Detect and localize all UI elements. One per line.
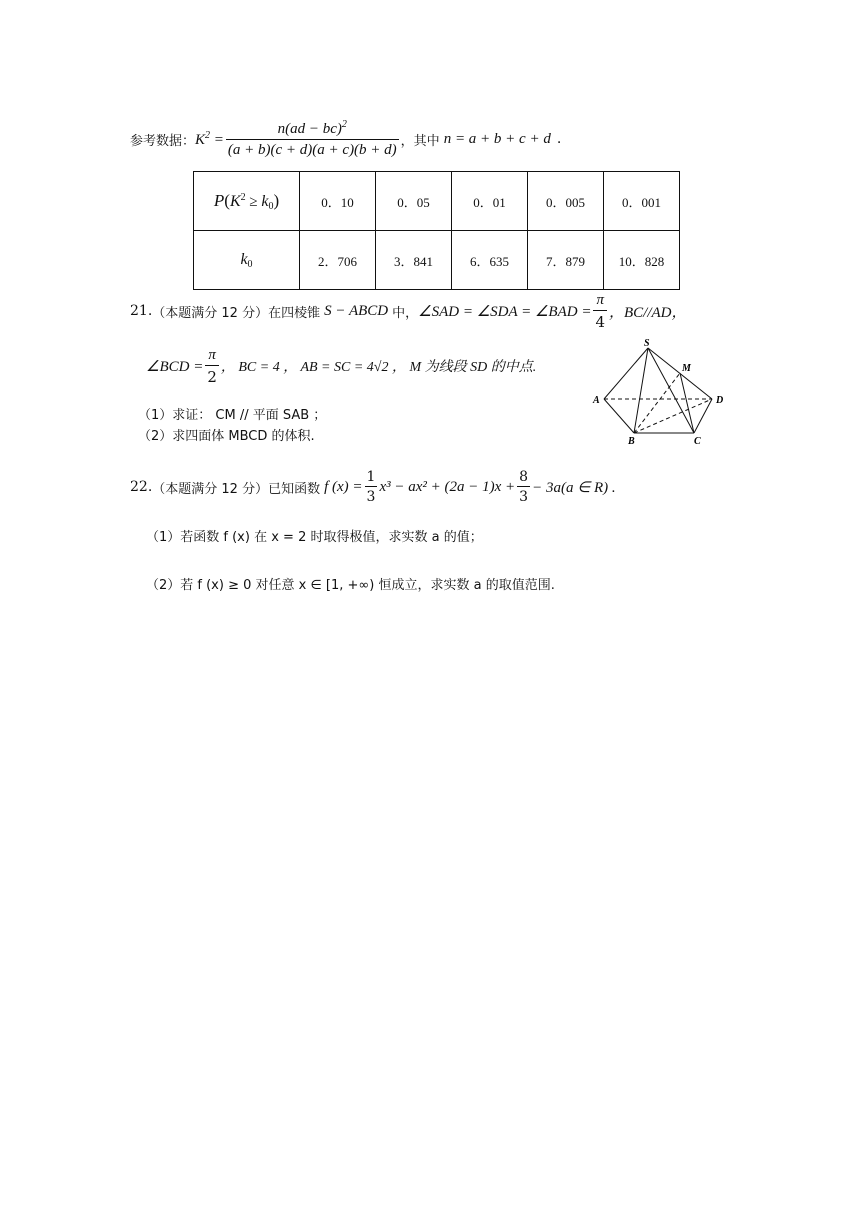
q22-line1: 22. （本题满分 12 分） 已知函数 f (x) = $\frac{1}{3}$ x³ − ax² + (2a − 1)x + $\frac{8}{3}$ − 3a(a ∈ R) . bbox=[130, 469, 616, 505]
q21-score: （本题满分 12 分） bbox=[152, 305, 269, 321]
label-b: B bbox=[628, 436, 635, 447]
table-cell: 0．005 bbox=[528, 172, 604, 231]
edge-sa bbox=[604, 348, 648, 399]
pyramid-figure bbox=[588, 336, 738, 450]
q21-line1: 21. （本题满分 12 分） 在四棱锥 S − ABCD 中， ∠SAD = ∠SDA = ∠BAD = $\frac{\pi}{4}$ ，BC//AD， bbox=[130, 291, 687, 331]
table-row-p bbox=[194, 172, 680, 231]
reference-end: . bbox=[556, 131, 562, 147]
reference-line bbox=[130, 112, 561, 166]
edge-sb bbox=[634, 348, 648, 433]
table-cell: 0．01 bbox=[452, 172, 528, 231]
pi-over-4: $\frac{\pi}{4}$ bbox=[595, 291, 606, 331]
q21-part1: （1）求证： CM // 平面 SAB ； bbox=[138, 408, 327, 423]
label-m: M bbox=[682, 363, 691, 374]
where-text: ，其中 bbox=[400, 133, 440, 149]
q21-line2: ∠BCD = $\frac{\pi}{2}$ ， BC = 4 ， AB = SC = 4√2 ， M 为线段 SD 的中点. bbox=[146, 346, 537, 386]
table-row-k bbox=[194, 231, 680, 290]
segment-bm-hidden bbox=[634, 373, 680, 433]
one-third: $\frac{1}{3}$ bbox=[366, 469, 376, 505]
table-header-k: $k_0$ bbox=[194, 231, 300, 290]
table-cell: 7．879 bbox=[528, 231, 604, 290]
eight-thirds: $\frac{8}{3}$ bbox=[519, 469, 529, 505]
pi-over-2: $\frac{\pi}{2}$ bbox=[207, 346, 217, 386]
formula-lhs: $K^2$ = bbox=[195, 129, 224, 148]
table-cell: 10．828 bbox=[604, 231, 680, 290]
table-cell: 0．10 bbox=[300, 172, 376, 231]
label-a: A bbox=[593, 395, 600, 406]
formula-fraction: $\frac{n(ad - bc)^2}{(a + b)(c + d)(a + c)(b + d)}$ bbox=[227, 119, 397, 158]
q21-part2: （2）求四面体 MBCD 的体积. bbox=[138, 429, 315, 444]
q22-score: （本题满分 12 分） bbox=[152, 481, 269, 497]
table-cell: 3．841 bbox=[376, 231, 452, 290]
label-d: D bbox=[716, 395, 724, 406]
table-cell: 6．635 bbox=[452, 231, 528, 290]
q22-number: 22. bbox=[130, 479, 153, 495]
q22-part1: （1）若函数 f (x) 在 x = 2 时取得极值，求实数 a 的值； bbox=[146, 530, 483, 545]
reference-label: 参考数据： bbox=[130, 133, 196, 149]
table-cell: 0．001 bbox=[604, 172, 680, 231]
label-c: C bbox=[694, 436, 701, 447]
where-formula: n = a + b + c + d bbox=[443, 130, 551, 147]
table-cell: 0．05 bbox=[376, 172, 452, 231]
label-s: S bbox=[644, 338, 650, 349]
diagonal-bd-hidden bbox=[634, 399, 712, 433]
segment-mc bbox=[680, 373, 694, 433]
critical-value-table bbox=[193, 171, 680, 290]
edge-sc bbox=[648, 348, 694, 433]
table-cell: 2．706 bbox=[300, 231, 376, 290]
edge-cd bbox=[694, 399, 712, 433]
q22-part2: （2）若 f (x) ≥ 0 对任意 x ∈ [1, +∞) 恒成立，求实数 a 的取值范围. bbox=[146, 578, 555, 593]
edge-ab bbox=[604, 399, 634, 433]
q21-number: 21. bbox=[130, 303, 153, 319]
table-header-p: $P(K^2 \ge k_0)$ bbox=[194, 172, 300, 231]
